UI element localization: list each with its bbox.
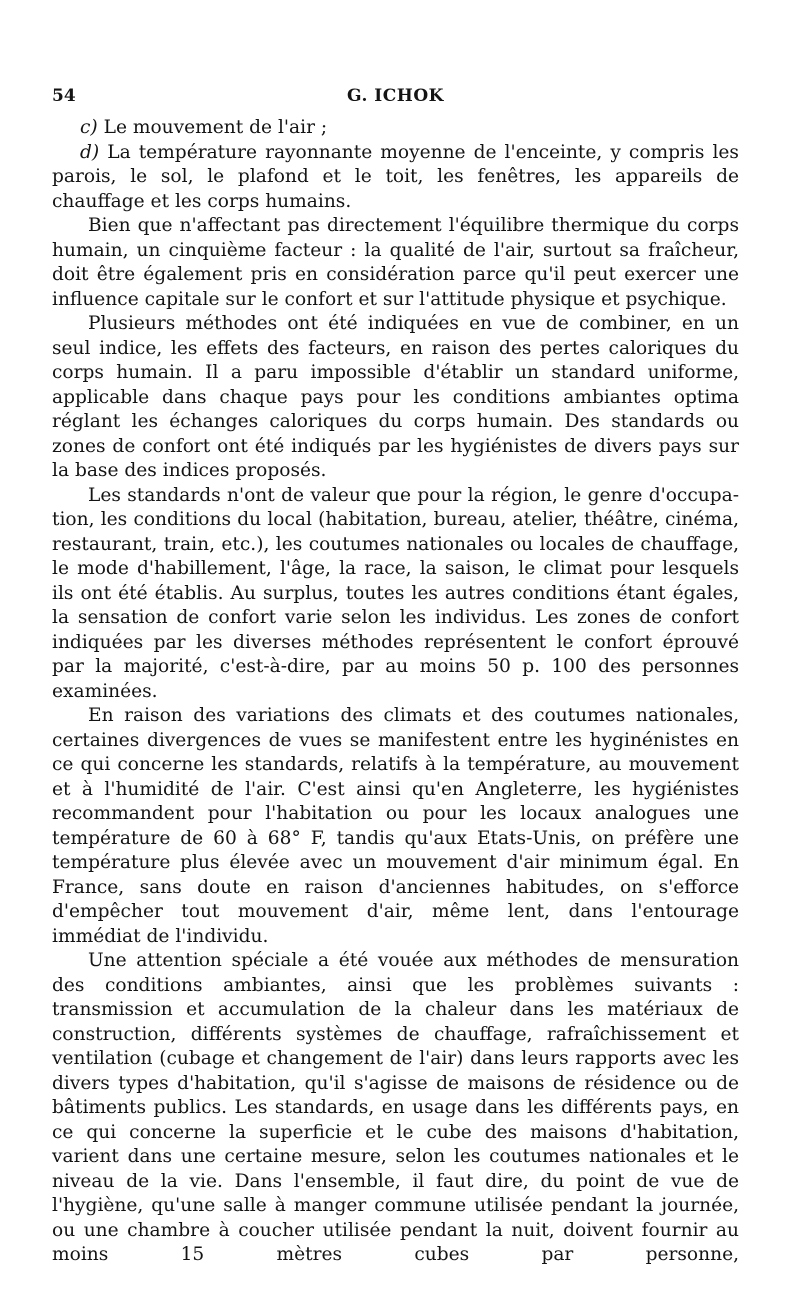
list-item-marker: c) (80, 117, 98, 138)
running-head (52, 86, 739, 116)
paragraph: Une attention spéciale a été vouée aux méthodes de mensuration des conditions ambiantes, ainsi que les problèmes suivants : transmission et accumulation de la chaleur dans les matériaux de construction, différents systèmes de chauffage, rafraîchissement et ventilation (cubage et changement de l'air) dans leurs rapports avec les divers types d'habitation, qu'il s'agisse de maisons de résidence ou de bâtiments publics. Les standards, en usage dans les différents pays, en ce qui concerne la superficie et le cube des maisons d'habitation, varient dans une certaine mesure, selon les coutumes nationales et le niveau de la vie. Dans l'ensemble, il faut dire, du point de vue de l'hygiène, qu'une salle à manger commune utilisée pendant la journée, ou une chambre à coucher utilisée pendant la nuit, doivent fournir au moins 15 mètres cubes par personne, (52, 950, 739, 1265)
list-item-c (52, 116, 739, 141)
list-item-d (52, 141, 739, 215)
paragraph: Bien que n'affectant pas directement l'équilibre thermique du corps humain, un cinquième facteur : la qualité de l'air, surtout sa fraîcheur, doit être également pris en considération parce qu'il peut exercer une influence capitale sur le confort et sur l'attitude physique et psychique. (52, 215, 739, 310)
list-item-text: Le mouvement de l'air ; (103, 117, 328, 138)
body-text (52, 116, 739, 1268)
paragraph: Plusieurs méthodes ont été indiquées en vue de combiner, en un seul indice, les effets des facteurs, en raison des pertes caloriques du corps humain. Il a paru impossible d'établir un standard uniforme, applicable dans chaque pays pour les conditions ambiantes optima réglant les échanges caloriques du corps humain. Des standards ou zones de confort ont été indiqués par les hygiénistes de divers pays sur la base des indices proposés. (52, 313, 739, 481)
running-head-author: G. ICHOK (347, 86, 444, 106)
list-item-marker: d) (80, 141, 100, 163)
paragraph: Les standards n'ont de valeur que pour la région, le genre d'occupation, les conditions du local (habitation, bureau, atelier, théâtre, cinéma, restaurant, train, etc.), les coutumes nationales ou locales de chauffage, le mode d'habillement, l'âge, la race, la saison, le climat pour lesquels ils ont été établis. Au surplus, toutes les autres conditions étant égales, la sensation de confort varie selon les individus. Les zones de confort indiquées par les diverses méthodes représentent le confort éprouvé par la majorité, c'est-à-dire, par au moins 50 p. 100 des personnes examinées. (52, 484, 739, 702)
list-item-text: La température rayonnante moyenne de l'enceinte, y compris les parois, le sol, le plafond et le toit, les fenêtres, les appareils de chauffage et les corps humains. (52, 141, 739, 212)
book-page (52, 86, 739, 1268)
paragraph: En raison des variations des climats et des coutumes nationales, certaines divergences de vues se manifestent entre les hyginénistes en ce qui concerne les standards, relatifs à la température, au mouvement et à l'humidité de l'air. C'est ainsi qu'en Angleterre, les hygiénistes recommandent pour l'habitation ou pour les locaux analogues une température de 60 à 68° F, tandis qu'aux Etats-Unis, on préfère une température plus élevée avec un mouvement d'air minimum égal. En France, sans doute en raison d'anciennes habitudes, on s'efforce d'empêcher tout mouvement d'air, même lent, dans l'entourage immédiat de l'individu. (52, 705, 739, 947)
page-number: 54 (52, 86, 76, 106)
